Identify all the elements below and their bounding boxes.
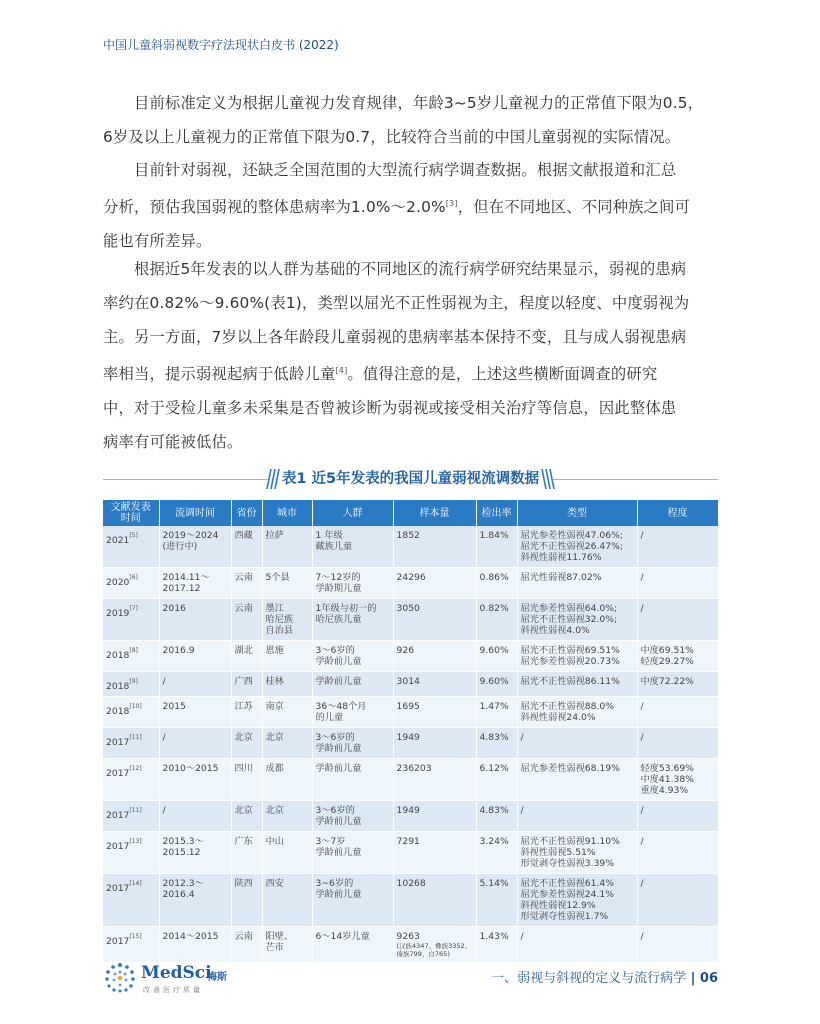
year-cell: 2017[14] xyxy=(103,874,159,927)
citation-ref: [7] xyxy=(129,605,138,612)
rate-cell: 4.83% xyxy=(476,801,517,832)
column-header: 省份 xyxy=(231,500,262,526)
year-cell: 2017[13] xyxy=(103,832,159,874)
n-cell: 7291 xyxy=(393,832,476,874)
column-header: 流调时间 xyxy=(159,500,231,526)
rate-cell: 9.60% xyxy=(476,672,517,697)
running-header: 中国儿童斜弱视数字疗法现状白皮书 (2022) xyxy=(103,38,339,52)
table-title-banner xyxy=(103,466,718,494)
citation-ref: [5] xyxy=(129,532,138,539)
prov-cell: 云南 xyxy=(231,568,262,599)
table-header-row xyxy=(103,500,718,526)
deg-cell: / xyxy=(637,832,718,874)
year-cell: 2017[11] xyxy=(103,728,159,759)
type-cell: 屈光不正性弱视86.11% xyxy=(517,672,637,697)
prov-cell: 陕西 xyxy=(231,874,262,927)
pop-cell: 3～7岁 学龄前儿童 xyxy=(312,832,393,874)
paragraph-2: 目前针对弱视，还缺乏全国范围的大型流行病学调查数据。根据文献报道和汇总 分析，预估我国弱视的整体患病率为1.0%～2.0%[3]，但在不同地区、不同种族之间可 能也有所差异。 xyxy=(103,161,691,250)
prov-cell: 广东 xyxy=(231,832,262,874)
time-cell: 2015.3～ 2015.12 xyxy=(159,832,231,874)
citation-ref: [11] xyxy=(129,734,142,741)
table-row xyxy=(103,728,718,759)
citation-ref: [4] xyxy=(335,366,348,375)
year-cell: 2018[8] xyxy=(103,641,159,672)
prov-cell: 云南 xyxy=(231,599,262,641)
table-row xyxy=(103,672,718,697)
logo-text: MedSci xyxy=(141,963,212,983)
n-cell: 24296 xyxy=(393,568,476,599)
deg-cell: / xyxy=(637,526,718,568)
n-cell: 926 xyxy=(393,641,476,672)
citation-ref: [15] xyxy=(129,933,142,940)
citation-ref: [13] xyxy=(129,838,142,845)
year-cell: 2021[5] xyxy=(103,526,159,568)
column-header: 样本量 xyxy=(393,500,476,526)
prov-cell: 西藏 xyxy=(231,526,262,568)
prov-cell: 江苏 xyxy=(231,697,262,728)
time-cell: 2019～2024 (进行中) xyxy=(159,526,231,568)
n-cell: 9263 (汉族4347、彝族3352、 傣族799、白765) xyxy=(393,927,476,963)
citation-ref: [12] xyxy=(129,765,142,772)
table-row xyxy=(103,697,718,728)
paragraph-1: 目前标准定义为根据儿童视力发育规律，年龄3~5岁儿童视力的正常值下限为0.5， 6岁及以上儿童视力的正常值下限为0.7，比较符合当前的中国儿童弱视的实际情况。 xyxy=(103,94,704,146)
paragraph-3: 根据近5年发表的以人群为基础的不同地区的流行病学研究结果显示，弱视的患病 率约在0.82%～9.60%(表1)，类型以屈光不正性弱视为主，程度以轻度、中度弱视为 主。另一方面，7岁以上各年龄段儿童弱视的患病率基本保持不变，且与成人弱视患病 率相当，提示弱视起病于低龄儿童[4]。值得注意的是，上述这些横断面调查的研究 中，对于受检儿童多未采集是否曾被诊断为弱视或接受相关治疗等信息，因此整体患 病率有可能被低估。 xyxy=(103,260,690,451)
prov-cell: 云南 xyxy=(231,927,262,963)
rate-cell: 6.12% xyxy=(476,759,517,801)
deg-cell: 中度72.22% xyxy=(637,672,718,697)
time-cell: 2015 xyxy=(159,697,231,728)
n-cell: 1949 xyxy=(393,801,476,832)
citation-ref: [11] xyxy=(129,807,142,814)
table-row xyxy=(103,927,718,963)
pop-cell: 3～6岁的 学龄前儿童 xyxy=(312,801,393,832)
table-row xyxy=(103,641,718,672)
table-row xyxy=(103,599,718,641)
time-cell: 2010～2015 xyxy=(159,759,231,801)
n-cell: 1949 xyxy=(393,728,476,759)
table-body xyxy=(103,526,718,963)
type-cell: 屈光不正性弱视61.4% 屈光参差性弱视24.1% 斜视性弱视12.9% 形觉剥夺性弱视1.7% xyxy=(517,874,637,927)
table-row xyxy=(103,832,718,874)
rate-cell: 1.43% xyxy=(476,927,517,963)
n-cell: 3014 xyxy=(393,672,476,697)
city-cell: 5个县 xyxy=(262,568,312,599)
deg-cell: / xyxy=(637,568,718,599)
column-header: 程度 xyxy=(637,500,718,526)
citation-ref: [9] xyxy=(129,678,138,685)
year-cell: 2020[6] xyxy=(103,568,159,599)
prov-cell: 湖北 xyxy=(231,641,262,672)
pop-cell: 3~6岁的 学龄前儿童 xyxy=(312,874,393,927)
pop-cell: 3～6岁的 学龄前儿童 xyxy=(312,728,393,759)
year-cell: 2019[7] xyxy=(103,599,159,641)
deg-cell: 中度69.51% 轻度29.27% xyxy=(637,641,718,672)
city-cell: 成都 xyxy=(262,759,312,801)
rate-cell: 3.24% xyxy=(476,832,517,874)
medsci-logo xyxy=(103,961,233,995)
deg-cell: / xyxy=(637,801,718,832)
rate-cell: 1.84% xyxy=(476,526,517,568)
rate-cell: 0.86% xyxy=(476,568,517,599)
rate-cell: 1.47% xyxy=(476,697,517,728)
year-cell: 2017[15] xyxy=(103,927,159,963)
footer-section: 一、弱视与斜视的定义与流行病学 | 06 xyxy=(491,971,718,986)
deg-cell: / xyxy=(637,599,718,641)
type-cell: 屈光参差性弱视64.0%; 屈光不正性弱视32.0%; 斜视性弱视4.0% xyxy=(517,599,637,641)
deg-cell: / xyxy=(637,728,718,759)
table-row xyxy=(103,874,718,927)
city-cell: 南京 xyxy=(262,697,312,728)
slash-bars-icon xyxy=(541,468,555,490)
citation-ref: [6] xyxy=(129,574,138,581)
deg-cell: / xyxy=(637,927,718,963)
city-cell: 恩施 xyxy=(262,641,312,672)
type-cell: 屈光参差性弱视68.19% xyxy=(517,759,637,801)
city-cell: 拉萨 xyxy=(262,526,312,568)
column-header: 检出率 xyxy=(476,500,517,526)
pop-cell: 7～12岁的 学龄期儿童 xyxy=(312,568,393,599)
citation-ref: [14] xyxy=(129,880,142,887)
time-cell: / xyxy=(159,672,231,697)
time-cell: 2014～2015 xyxy=(159,927,231,963)
time-cell: 2016.9 xyxy=(159,641,231,672)
citation-ref: [10] xyxy=(129,703,142,710)
type-cell: / xyxy=(517,728,637,759)
time-cell: / xyxy=(159,728,231,759)
logo-slogan: 改善医疗质量 xyxy=(143,986,203,994)
type-cell: 屈光性弱视87.02% xyxy=(517,568,637,599)
rate-cell: 9.60% xyxy=(476,641,517,672)
column-header: 类型 xyxy=(517,500,637,526)
type-cell: 屈光不正性弱视88.0% 斜视性弱视24.0% xyxy=(517,697,637,728)
time-cell: 2012.3～ 2016.4 xyxy=(159,874,231,927)
n-cell: 10268 xyxy=(393,874,476,927)
rate-cell: 5.14% xyxy=(476,874,517,927)
deg-cell: / xyxy=(637,697,718,728)
type-cell: 屈光参差性弱视47.06%; 屈光不正性弱视26.47%; 斜视性弱视11.76% xyxy=(517,526,637,568)
sample-note: (汉族4347、彝族3352、 傣族799、白765) xyxy=(396,942,472,958)
citation-ref: [3] xyxy=(445,199,458,208)
time-cell: 2014.11～ 2017.12 xyxy=(159,568,231,599)
slash-bars-icon xyxy=(266,468,280,490)
type-cell: / xyxy=(517,927,637,963)
column-header: 人群 xyxy=(312,500,393,526)
table-row xyxy=(103,568,718,599)
time-cell: 2016 xyxy=(159,599,231,641)
table-title-box xyxy=(268,466,553,492)
n-cell: 1852 xyxy=(393,526,476,568)
city-cell: 中山 xyxy=(262,832,312,874)
n-cell: 236203 xyxy=(393,759,476,801)
city-cell: 北京 xyxy=(262,728,312,759)
city-cell: 西安 xyxy=(262,874,312,927)
year-cell: 2017[11] xyxy=(103,801,159,832)
year-cell: 2018[10] xyxy=(103,697,159,728)
prov-cell: 北京 xyxy=(231,728,262,759)
year-cell: 2018[9] xyxy=(103,672,159,697)
pop-cell: 3～6岁的 学龄前儿童 xyxy=(312,641,393,672)
prov-cell: 北京 xyxy=(231,801,262,832)
page-number: 06 xyxy=(699,971,718,986)
city-cell: 阳壁、 芒市 xyxy=(262,927,312,963)
prov-cell: 四川 xyxy=(231,759,262,801)
table-row xyxy=(103,759,718,801)
section-title: 一、弱视与斜视的定义与流行病学 xyxy=(491,971,687,986)
type-cell: / xyxy=(517,801,637,832)
city-cell: 桂林 xyxy=(262,672,312,697)
city-cell: 墨江 哈尼族 自治县 xyxy=(262,599,312,641)
logo-cn: 梅斯 xyxy=(207,972,227,983)
pop-cell: 36～48个月 的儿童 xyxy=(312,697,393,728)
table-title: 表1 近5年发表的我国儿童弱视流调数据 xyxy=(281,471,540,487)
type-cell: 屈光不正性弱视69.51% 屈光参差性弱视20.73% xyxy=(517,641,637,672)
pop-cell: 1年级与初一的 哈尼族儿童 xyxy=(312,599,393,641)
pop-cell: 学龄前儿童 xyxy=(312,672,393,697)
city-cell: 北京 xyxy=(262,801,312,832)
rate-cell: 0.82% xyxy=(476,599,517,641)
n-cell: 1695 xyxy=(393,697,476,728)
pop-cell: 学龄前儿童 xyxy=(312,759,393,801)
type-cell: 屈光不正性弱视91.10% 斜视性弱视5.51% 形觉剥夺性弱视3.39% xyxy=(517,832,637,874)
column-header: 城市 xyxy=(262,500,312,526)
table-row xyxy=(103,526,718,568)
rate-cell: 4.83% xyxy=(476,728,517,759)
deg-cell: / xyxy=(637,874,718,927)
prov-cell: 广西 xyxy=(231,672,262,697)
pop-cell: 6～14岁儿童 xyxy=(312,927,393,963)
column-header: 文献发表 时间 xyxy=(103,500,159,526)
logo-dots-icon xyxy=(103,961,137,995)
time-cell: / xyxy=(159,801,231,832)
table-row xyxy=(103,801,718,832)
year-cell: 2017[12] xyxy=(103,759,159,801)
n-cell: 3050 xyxy=(393,599,476,641)
deg-cell: 轻度53.69% 中度41.38% 重度4.93% xyxy=(637,759,718,801)
pop-cell: 1 年级 藏族儿童 xyxy=(312,526,393,568)
prevalence-table xyxy=(103,500,719,963)
citation-ref: [8] xyxy=(129,647,138,654)
